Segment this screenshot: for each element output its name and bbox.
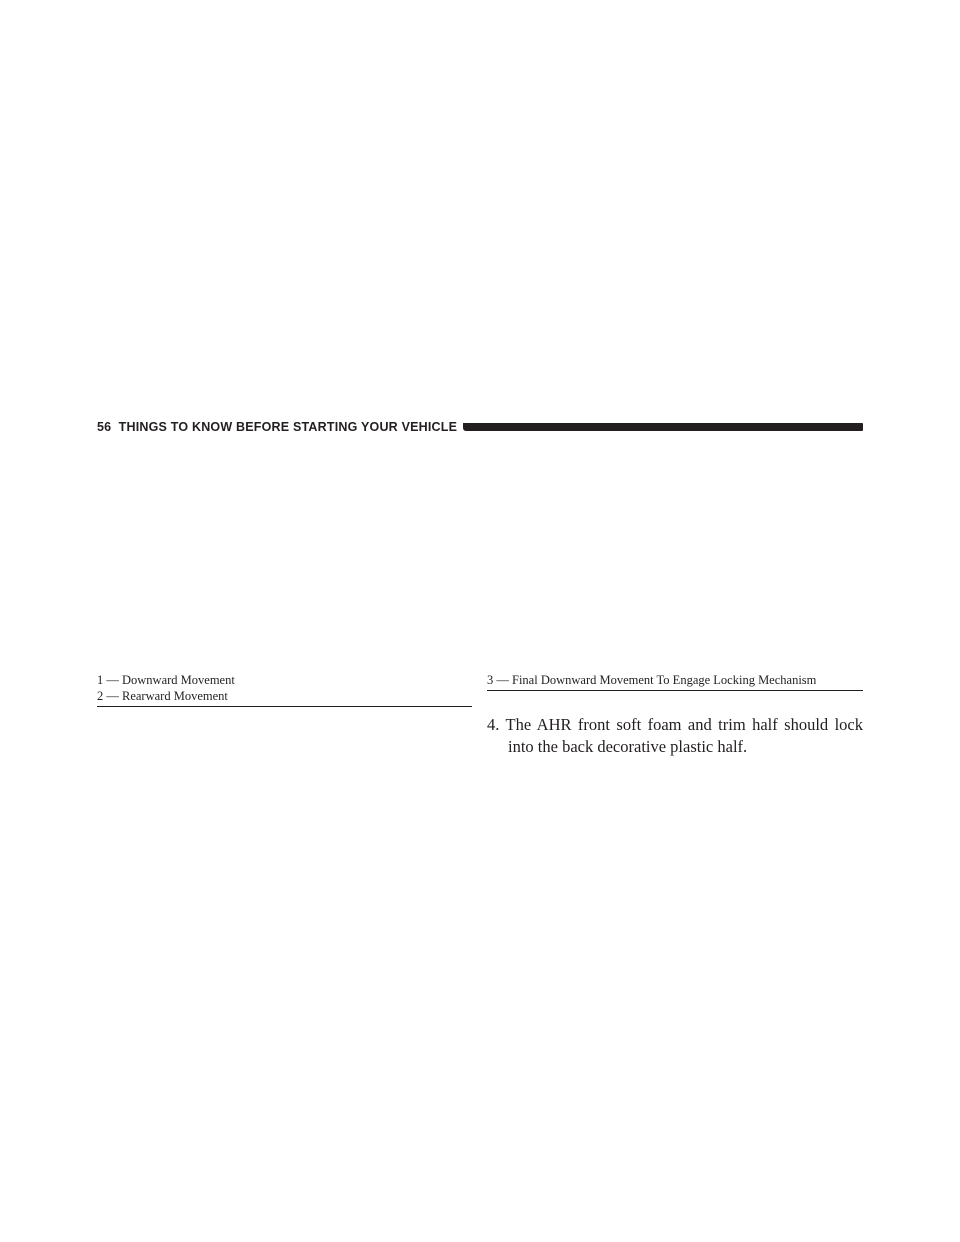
- step-text-line-one: The AHR front soft foam and trim half should lock: [505, 715, 863, 734]
- caption-item: 2 — Rearward Movement: [97, 689, 228, 703]
- header-rule: [463, 423, 863, 431]
- caption-item: 1 — Downward Movement: [97, 673, 235, 687]
- section-title: THINGS TO KNOW BEFORE STARTING YOUR VEHICLE: [118, 420, 458, 434]
- page-number: 56: [97, 420, 112, 434]
- page-header: [97, 419, 863, 435]
- page-header-text: [97, 419, 457, 435]
- procedure-step: [487, 714, 863, 758]
- step-text-line-two: into the back decorative plastic half.: [508, 737, 748, 756]
- step-number: 4.: [487, 715, 500, 734]
- figure-caption-right: [487, 672, 863, 691]
- figure-caption-left: [97, 672, 472, 707]
- caption-item: 3 — Final Downward Movement To Engage Locking Mechanism: [487, 673, 817, 687]
- step-line-one: [487, 714, 863, 736]
